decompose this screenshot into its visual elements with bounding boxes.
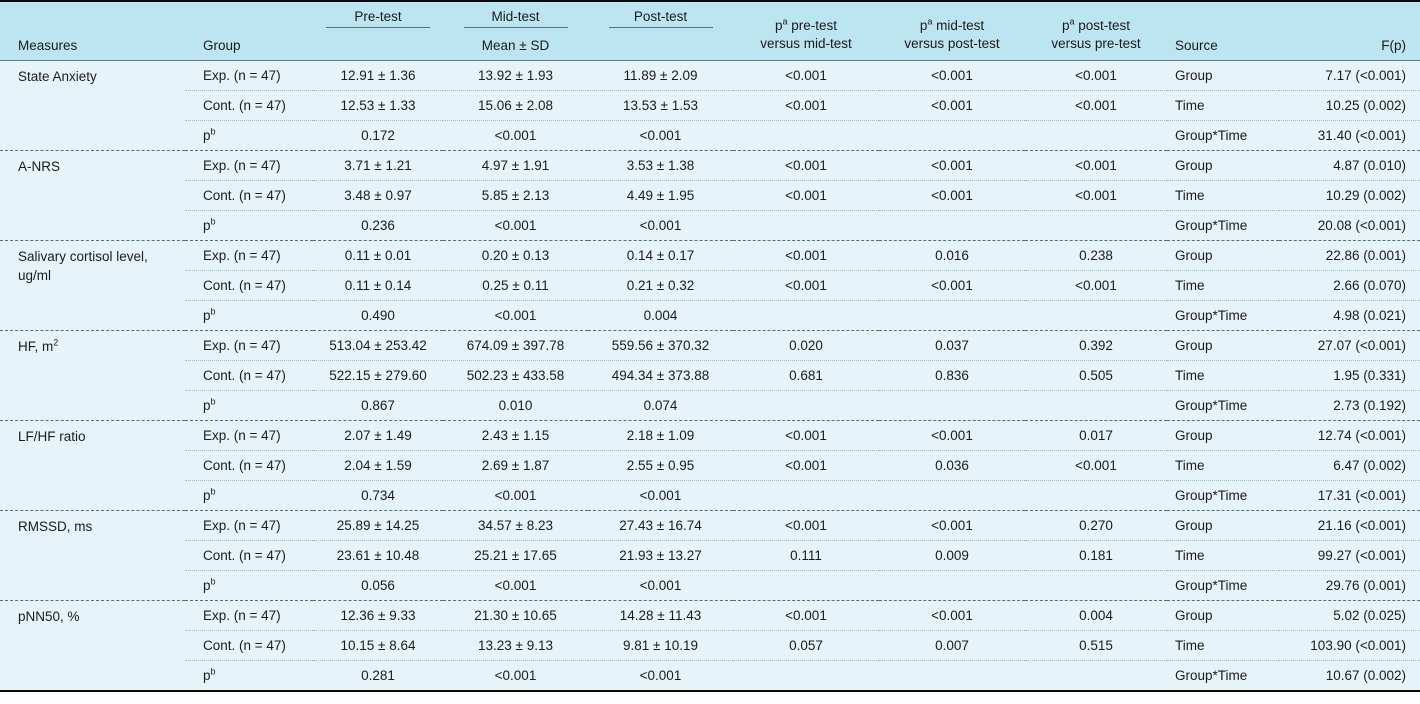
p-mid-vs-post-cell	[879, 301, 1025, 331]
post-test-cell: 2.55 ± 0.95	[588, 451, 733, 481]
table-row	[0, 331, 1420, 361]
p-post-vs-pre-cell: <0.001	[1025, 151, 1167, 181]
p-mid-vs-post-cell	[879, 211, 1025, 241]
col-header-post-test	[588, 1, 733, 61]
group-cell: $p^b$	[185, 301, 313, 331]
pre-test-cell: 12.36 ± 9.33	[313, 601, 443, 631]
p-pre-vs-mid-cell: <0.001	[733, 61, 879, 91]
fp-cell: 20.08 (<0.001)	[1279, 211, 1420, 241]
col-header-p-pre-vs-mid: $p^a$ pre-test versus mid-test	[733, 1, 879, 61]
p-pre-vs-mid-cell: 0.111	[733, 541, 879, 571]
p-post-vs-pre-cell: <0.001	[1025, 271, 1167, 301]
mid-test-cell: <0.001	[443, 301, 588, 331]
post-test-cell: <0.001	[588, 661, 733, 691]
p-post-vs-pre-cell	[1025, 571, 1167, 601]
source-cell: Time	[1167, 541, 1279, 571]
pre-test-cell: 0.236	[313, 211, 443, 241]
source-cell: Group*Time	[1167, 301, 1279, 331]
table-row	[0, 571, 1420, 601]
mid-test-cell: 13.92 ± 1.93	[443, 61, 588, 91]
post-test-label: Post-test	[633, 9, 688, 24]
mid-test-cell: <0.001	[443, 571, 588, 601]
pre-test-cell: 10.15 ± 8.64	[313, 631, 443, 661]
mid-test-cell: 4.97 ± 1.91	[443, 151, 588, 181]
post-test-cell: 0.074	[588, 391, 733, 421]
p-pre-vs-mid-cell	[733, 121, 879, 151]
mid-test-cell: 2.69 ± 1.87	[443, 451, 588, 481]
post-test-cell: 21.93 ± 13.27	[588, 541, 733, 571]
group-cell: Exp. (n = 47)	[185, 151, 313, 181]
source-cell: Group	[1167, 331, 1279, 361]
fp-cell: 12.74 (<0.001)	[1279, 421, 1420, 451]
pre-test-cell: 0.172	[313, 121, 443, 151]
p-mid-vs-post-cell: 0.007	[879, 631, 1025, 661]
measure-cell: RMSSD, ms	[0, 511, 185, 601]
post-test-cell: 3.53 ± 1.38	[588, 151, 733, 181]
p-mid-vs-post-cell: <0.001	[879, 151, 1025, 181]
table-row	[0, 481, 1420, 511]
p-mid-vs-post-cell: 0.037	[879, 331, 1025, 361]
p-post-vs-pre-cell: <0.001	[1025, 451, 1167, 481]
mid-test-cell: 0.20 ± 0.13	[443, 241, 588, 271]
fp-cell: 4.87 (0.010)	[1279, 151, 1420, 181]
source-cell: Time	[1167, 451, 1279, 481]
post-test-cell: 0.21 ± 0.32	[588, 271, 733, 301]
p-mid-vs-post-cell: <0.001	[879, 91, 1025, 121]
spanner-sub	[482, 28, 549, 60]
fp-cell: 27.07 (<0.001)	[1279, 331, 1420, 361]
fp-cell: 99.27 (<0.001)	[1279, 541, 1420, 571]
mid-test-cell: 674.09 ± 397.78	[443, 331, 588, 361]
group-cell: Exp. (n = 47)	[185, 421, 313, 451]
mid-test-label: Mid-test	[491, 9, 540, 24]
group-cell: Cont. (n = 47)	[185, 451, 313, 481]
p-mid-vs-post-cell	[879, 571, 1025, 601]
fp-cell: 22.86 (0.001)	[1279, 241, 1420, 271]
p-pre-vs-mid-cell: <0.001	[733, 421, 879, 451]
pre-test-cell: 2.04 ± 1.59	[313, 451, 443, 481]
table-row	[0, 211, 1420, 241]
post-test-cell: 559.56 ± 370.32	[588, 331, 733, 361]
pre-test-cell: 0.281	[313, 661, 443, 691]
measure-section	[0, 241, 1420, 331]
fp-cell: 10.29 (0.002)	[1279, 181, 1420, 211]
p-pre-vs-mid-cell: <0.001	[733, 151, 879, 181]
table-row	[0, 271, 1420, 301]
header-row	[0, 1, 1420, 61]
mid-test-cell: <0.001	[443, 661, 588, 691]
group-cell: Exp. (n = 47)	[185, 601, 313, 631]
p-post-vs-pre-cell: 0.017	[1025, 421, 1167, 451]
pre-test-label: Pre-test	[354, 9, 402, 24]
pre-test-cell: 12.53 ± 1.33	[313, 91, 443, 121]
pre-test-cell: 0.056	[313, 571, 443, 601]
pre-test-cell: 0.734	[313, 481, 443, 511]
p-mid-vs-post-cell: <0.001	[879, 421, 1025, 451]
p-post-vs-pre-cell	[1025, 481, 1167, 511]
p-pre-vs-mid-cell: 0.681	[733, 361, 879, 391]
p-pre-vs-mid-cell: <0.001	[733, 601, 879, 631]
pre-test-cell: 23.61 ± 10.48	[313, 541, 443, 571]
p-post-vs-pre-cell	[1025, 661, 1167, 691]
p-mid-vs-post-cell	[879, 121, 1025, 151]
p-post-vs-pre-cell	[1025, 301, 1167, 331]
measure-cell: A-NRS	[0, 151, 185, 241]
table-row	[0, 511, 1420, 541]
p-pre-vs-mid-cell: <0.001	[733, 91, 879, 121]
fp-cell: 21.16 (<0.001)	[1279, 511, 1420, 541]
measure-cell: HF, $m^2$	[0, 331, 185, 421]
pre-test-cell: 25.89 ± 14.25	[313, 511, 443, 541]
pre-test-cell: 2.07 ± 1.49	[313, 421, 443, 451]
p-post-vs-pre-cell: 0.238	[1025, 241, 1167, 271]
measure-section	[0, 601, 1420, 691]
table-header	[0, 1, 1420, 61]
source-cell: Group	[1167, 151, 1279, 181]
p-mid-vs-post-cell: <0.001	[879, 511, 1025, 541]
group-cell: $p^b$	[185, 391, 313, 421]
measure-section	[0, 61, 1420, 151]
fp-cell: 7.17 (<0.001)	[1279, 61, 1420, 91]
measure-section	[0, 151, 1420, 241]
p-post-vs-pre-cell: <0.001	[1025, 181, 1167, 211]
source-cell: Group*Time	[1167, 481, 1279, 511]
source-cell: Time	[1167, 91, 1279, 121]
p-pre-vs-mid-cell: <0.001	[733, 271, 879, 301]
p-pre-vs-mid-cell	[733, 481, 879, 511]
group-cell: Cont. (n = 47)	[185, 181, 313, 211]
p-post-vs-pre-cell: 0.004	[1025, 601, 1167, 631]
source-cell: Time	[1167, 631, 1279, 661]
col-header-p-post-vs-pre: $p^a$ post-test versus pre-test	[1025, 1, 1167, 61]
p-post-vs-pre-cell: 0.270	[1025, 511, 1167, 541]
p-mid-vs-post-cell: <0.001	[879, 271, 1025, 301]
post-test-cell: 9.81 ± 10.19	[588, 631, 733, 661]
mid-test-cell: 25.21 ± 17.65	[443, 541, 588, 571]
p-pre-vs-mid-cell	[733, 661, 879, 691]
fp-cell: 4.98 (0.021)	[1279, 301, 1420, 331]
pre-test-cell: 0.11 ± 0.14	[313, 271, 443, 301]
post-test-cell: <0.001	[588, 211, 733, 241]
fp-cell: 1.95 (0.331)	[1279, 361, 1420, 391]
pre-test-cell: 12.91 ± 1.36	[313, 61, 443, 91]
group-cell: $p^b$	[185, 121, 313, 151]
spanner-rule	[609, 27, 713, 28]
mid-test-cell: 13.23 ± 9.13	[443, 631, 588, 661]
group-cell: Cont. (n = 47)	[185, 631, 313, 661]
table-row	[0, 451, 1420, 481]
group-cell: Cont. (n = 47)	[185, 271, 313, 301]
post-test-cell: 0.14 ± 0.17	[588, 241, 733, 271]
table-row	[0, 421, 1420, 451]
p-mid-vs-post-cell: 0.016	[879, 241, 1025, 271]
table-row	[0, 241, 1420, 271]
mid-test-cell: 0.25 ± 0.11	[443, 271, 588, 301]
table-row	[0, 391, 1420, 421]
source-cell: Group	[1167, 61, 1279, 91]
p-pre-vs-mid-cell	[733, 391, 879, 421]
table-row	[0, 181, 1420, 211]
post-test-cell: 0.004	[588, 301, 733, 331]
post-test-cell: <0.001	[588, 121, 733, 151]
mid-test-cell: 34.57 ± 8.23	[443, 511, 588, 541]
measure-section	[0, 511, 1420, 601]
col-header-p-mid-vs-post: $p^a$ mid-test versus post-test	[879, 1, 1025, 61]
group-cell: $p^b$	[185, 661, 313, 691]
p-mid-vs-post-cell	[879, 391, 1025, 421]
p-post-vs-pre-cell: 0.392	[1025, 331, 1167, 361]
source-cell: Group	[1167, 241, 1279, 271]
table-row	[0, 151, 1420, 181]
source-cell: Group*Time	[1167, 571, 1279, 601]
p-post-vs-pre-cell	[1025, 121, 1167, 151]
p-pre-vs-mid-cell: <0.001	[733, 181, 879, 211]
mid-test-cell: 0.010	[443, 391, 588, 421]
col-header-source: Source	[1167, 1, 1279, 61]
col-header-measures: Measures	[0, 1, 185, 61]
p-post-vs-pre-cell: <0.001	[1025, 61, 1167, 91]
p-post-vs-pre-cell	[1025, 391, 1167, 421]
group-cell: $p^b$	[185, 211, 313, 241]
source-cell: Group	[1167, 511, 1279, 541]
fp-cell: 103.90 (<0.001)	[1279, 631, 1420, 661]
p-mid-vs-post-cell: 0.009	[879, 541, 1025, 571]
measure-cell: pNN50, %	[0, 601, 185, 691]
mid-test-cell: <0.001	[443, 121, 588, 151]
group-cell: Cont. (n = 47)	[185, 361, 313, 391]
mid-test-cell: 502.23 ± 433.58	[443, 361, 588, 391]
p-post-vs-pre-cell: 0.515	[1025, 631, 1167, 661]
p-post-vs-pre-cell: <0.001	[1025, 91, 1167, 121]
table-row	[0, 631, 1420, 661]
spanner-rule	[326, 27, 430, 28]
group-cell: Cont. (n = 47)	[185, 91, 313, 121]
source-cell: Group*Time	[1167, 121, 1279, 151]
table-row	[0, 61, 1420, 91]
source-cell: Time	[1167, 181, 1279, 211]
source-cell: Group	[1167, 421, 1279, 451]
group-cell: Exp. (n = 47)	[185, 511, 313, 541]
table-row	[0, 301, 1420, 331]
source-cell: Time	[1167, 361, 1279, 391]
pre-test-cell: 522.15 ± 279.60	[313, 361, 443, 391]
post-test-cell: 14.28 ± 11.43	[588, 601, 733, 631]
p-mid-vs-post-cell	[879, 661, 1025, 691]
pre-test-cell: 3.48 ± 0.97	[313, 181, 443, 211]
mean-sd-label: Mean ± SD	[481, 38, 550, 53]
mid-test-cell: 2.43 ± 1.15	[443, 421, 588, 451]
measure-section	[0, 331, 1420, 421]
source-cell: Group*Time	[1167, 211, 1279, 241]
post-test-cell: 4.49 ± 1.95	[588, 181, 733, 211]
post-test-cell: 2.18 ± 1.09	[588, 421, 733, 451]
fp-cell: 29.76 (0.001)	[1279, 571, 1420, 601]
fp-cell: 2.66 (0.070)	[1279, 271, 1420, 301]
group-cell: $p^b$	[185, 481, 313, 511]
mid-test-cell: 5.85 ± 2.13	[443, 181, 588, 211]
fp-cell: 5.02 (0.025)	[1279, 601, 1420, 631]
post-test-cell: <0.001	[588, 481, 733, 511]
group-cell: Exp. (n = 47)	[185, 331, 313, 361]
measure-cell: LF/HF ratio	[0, 421, 185, 511]
p-mid-vs-post-cell: <0.001	[879, 181, 1025, 211]
p-pre-vs-mid-cell: <0.001	[733, 511, 879, 541]
source-cell: Group	[1167, 601, 1279, 631]
measure-cell: State Anxiety	[0, 61, 185, 151]
p-mid-vs-post-cell: 0.036	[879, 451, 1025, 481]
measure-section	[0, 421, 1420, 511]
p-post-vs-pre-cell: 0.505	[1025, 361, 1167, 391]
p-mid-vs-post-cell: 0.836	[879, 361, 1025, 391]
group-cell: Exp. (n = 47)	[185, 241, 313, 271]
table-row	[0, 601, 1420, 631]
group-cell: $p^b$	[185, 571, 313, 601]
fp-cell: 10.67 (0.002)	[1279, 661, 1420, 691]
p-post-vs-pre-cell: 0.181	[1025, 541, 1167, 571]
col-header-fp: F(p)	[1279, 1, 1420, 61]
table-row	[0, 541, 1420, 571]
p-pre-vs-mid-cell	[733, 571, 879, 601]
p-post-vs-pre-cell	[1025, 211, 1167, 241]
post-test-cell: 13.53 ± 1.53	[588, 91, 733, 121]
source-cell: Group*Time	[1167, 661, 1279, 691]
p-pre-vs-mid-cell	[733, 211, 879, 241]
source-cell: Time	[1167, 271, 1279, 301]
post-test-cell: 11.89 ± 2.09	[588, 61, 733, 91]
mid-test-cell: <0.001	[443, 481, 588, 511]
table-row	[0, 91, 1420, 121]
pre-test-cell: 0.11 ± 0.01	[313, 241, 443, 271]
fp-cell: 31.40 (<0.001)	[1279, 121, 1420, 151]
p-mid-vs-post-cell	[879, 481, 1025, 511]
table-row	[0, 661, 1420, 691]
mid-test-cell: 15.06 ± 2.08	[443, 91, 588, 121]
mid-test-cell: <0.001	[443, 211, 588, 241]
fp-cell: 6.47 (0.002)	[1279, 451, 1420, 481]
col-header-pre-test	[313, 1, 443, 61]
measure-cell: Salivary cortisol level, ug/ml	[0, 241, 185, 331]
p-pre-vs-mid-cell: <0.001	[733, 451, 879, 481]
table-row	[0, 361, 1420, 391]
group-cell: Exp. (n = 47)	[185, 61, 313, 91]
p-pre-vs-mid-cell: <0.001	[733, 241, 879, 271]
pre-test-cell: 513.04 ± 253.42	[313, 331, 443, 361]
post-test-cell: <0.001	[588, 571, 733, 601]
fp-cell: 10.25 (0.002)	[1279, 91, 1420, 121]
p-pre-vs-mid-cell	[733, 301, 879, 331]
p-mid-vs-post-cell: <0.001	[879, 601, 1025, 631]
mid-test-cell: 21.30 ± 10.65	[443, 601, 588, 631]
pre-test-cell: 3.71 ± 1.21	[313, 151, 443, 181]
p-pre-vs-mid-cell: 0.057	[733, 631, 879, 661]
group-cell: Cont. (n = 47)	[185, 541, 313, 571]
table-row	[0, 121, 1420, 151]
p-mid-vs-post-cell: <0.001	[879, 61, 1025, 91]
fp-cell: 17.31 (<0.001)	[1279, 481, 1420, 511]
pre-test-cell: 0.867	[313, 391, 443, 421]
source-cell: Group*Time	[1167, 391, 1279, 421]
post-test-cell: 27.43 ± 16.74	[588, 511, 733, 541]
p-pre-vs-mid-cell: 0.020	[733, 331, 879, 361]
fp-cell: 2.73 (0.192)	[1279, 391, 1420, 421]
col-header-group: Group	[185, 1, 313, 61]
col-header-mid-test	[443, 1, 588, 61]
post-test-cell: 494.34 ± 373.88	[588, 361, 733, 391]
pre-test-cell: 0.490	[313, 301, 443, 331]
